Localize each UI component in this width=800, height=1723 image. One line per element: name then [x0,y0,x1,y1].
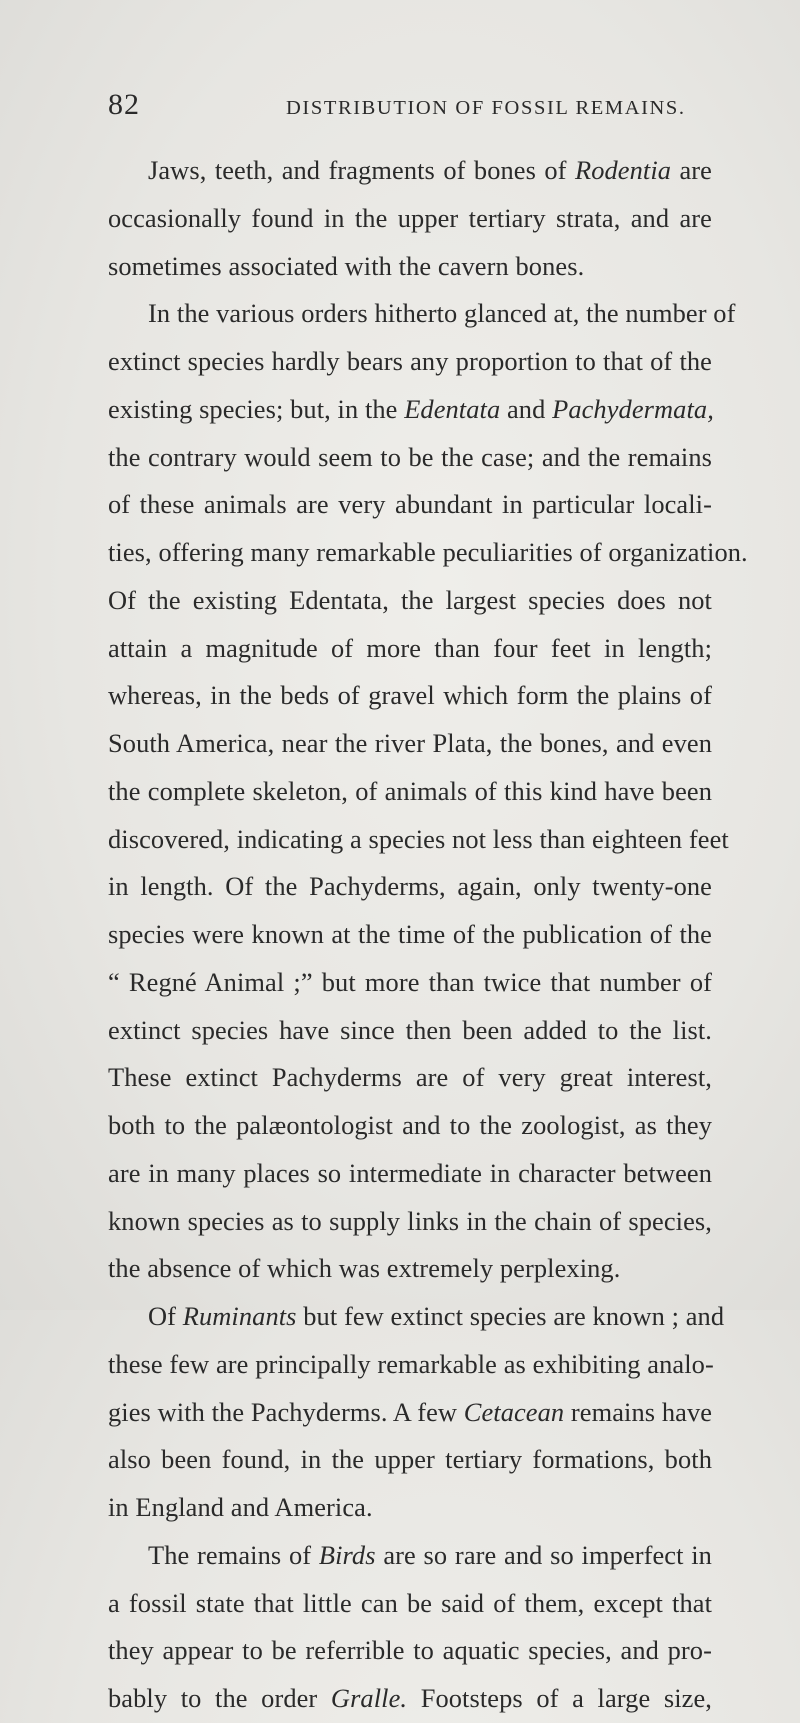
text-segment: discovered, indicating a species not less than eighteen feet [108,823,729,854]
text-line [108,195,712,243]
text-line [108,768,712,816]
text-line [108,290,736,338]
text-segment: “ Regné Animal ;” but more than twice that number of [108,966,712,997]
text-line [108,529,748,577]
text-segment: attain a magnitude of more than four feet in length; [108,632,712,663]
text-segment: extinct species hardly bears any proportion to that of the [108,346,712,376]
text-segment: These extinct Pachyderms are of very great interest, [108,1062,712,1093]
text-segment: they appear to be referrible to aquatic species, and pro- [108,1635,712,1666]
text-segment: occasionally found in the upper tertiary strata, and are [108,202,712,233]
text-segment: sometimes associated with the cavern bones. [108,250,585,281]
text-line [108,1293,725,1341]
text-segment: known species as to supply links in the chain of species, [108,1205,712,1236]
page-number: 82 [108,88,140,121]
text-segment: are in many places so intermediate in character between [108,1157,712,1188]
text-segment: bably to the order [108,1683,331,1713]
text-line [108,577,712,625]
text-line [108,1054,712,1102]
text-line [108,1532,712,1580]
text-segment: remains have [564,1396,713,1427]
text-segment: Of the existing Edentata, the largest species does not [108,584,712,615]
italic-term: Edentata [404,393,501,424]
text-line [108,1341,712,1389]
running-head [108,85,728,125]
italic-term: Cetacean [463,1396,565,1427]
text-line [108,481,712,529]
text-line [108,1436,712,1484]
running-title: DISTRIBUTION OF FOSSIL REMAINS. [286,97,686,119]
text-segment: Footsteps of a large size, [407,1683,712,1713]
text-line [108,816,729,864]
text-segment: of these animals are very abundant in particular locali- [108,489,712,520]
text-line [108,1150,712,1198]
text-segment: the complete skeleton, of animals of this kind have been [108,775,712,806]
text-segment: The remains of [148,1539,319,1570]
text-segment: ties, offering many remarkable peculiarities of organization. [108,537,748,567]
text-line [108,1484,712,1532]
text-line [108,434,712,482]
text-segment: the absence of which was extremely perplexing. [108,1253,621,1284]
text-line [108,1627,712,1675]
text-line [108,338,712,386]
text-segment: Jaws, teeth, and fragments of bones of [148,155,575,185]
text-segment: also been found, in the upper tertiary formations, both [108,1444,712,1475]
text-line [108,1245,712,1293]
text-segment: the contrary would seem to be the case; and the remains [108,441,712,472]
italic-term: Birds [318,1539,376,1570]
text-line [108,1580,712,1628]
body-text [108,147,748,1723]
text-line [108,386,712,434]
text-line [108,1675,712,1723]
italic-term: Pachydermata, [552,393,714,424]
text-line [108,720,712,768]
text-segment: but few extinct species are known ; and [296,1301,725,1331]
text-segment: in length. Of the Pachyderms, again, only twenty-one [108,871,712,902]
text-line [108,863,712,911]
text-segment: extinct species have since then been added to the list. [108,1014,712,1045]
text-line [108,1198,712,1246]
text-line [108,1102,712,1150]
text-segment: a fossil state that little can be said of them, except that [108,1587,712,1618]
text-segment: In the various orders hitherto glanced at, the number of [148,298,736,329]
text-line [108,672,712,720]
text-segment: whereas, in the beds of gravel which form the plains of [108,680,712,711]
text-segment: Of [148,1301,183,1331]
text-segment: species were known at the time of the publication of the [108,919,712,949]
text-segment: South America, near the river Plata, the bones, and even [108,728,712,758]
text-segment: gies with the Pachyderms. A few [108,1396,464,1427]
italic-term: Gralle. [330,1683,408,1713]
text-line [108,147,712,195]
text-line [108,625,712,673]
italic-term: Rodentia [574,155,672,185]
text-segment: are so rare and so imperfect in [375,1539,712,1570]
text-line [108,243,712,291]
text-segment: and [500,393,553,424]
text-segment: existing species; but, in the [108,393,405,424]
italic-term: Ruminants [182,1301,297,1331]
text-segment: are [671,155,712,185]
text-line [108,1389,712,1437]
text-line [108,911,712,959]
text-line [108,1007,712,1055]
text-line [108,959,712,1007]
text-segment: these few are principally remarkable as exhibiting analo- [108,1348,714,1379]
text-segment: both to the palæontologist and to the zoologist, as they [108,1110,712,1140]
text-segment: in England and America. [108,1492,373,1522]
